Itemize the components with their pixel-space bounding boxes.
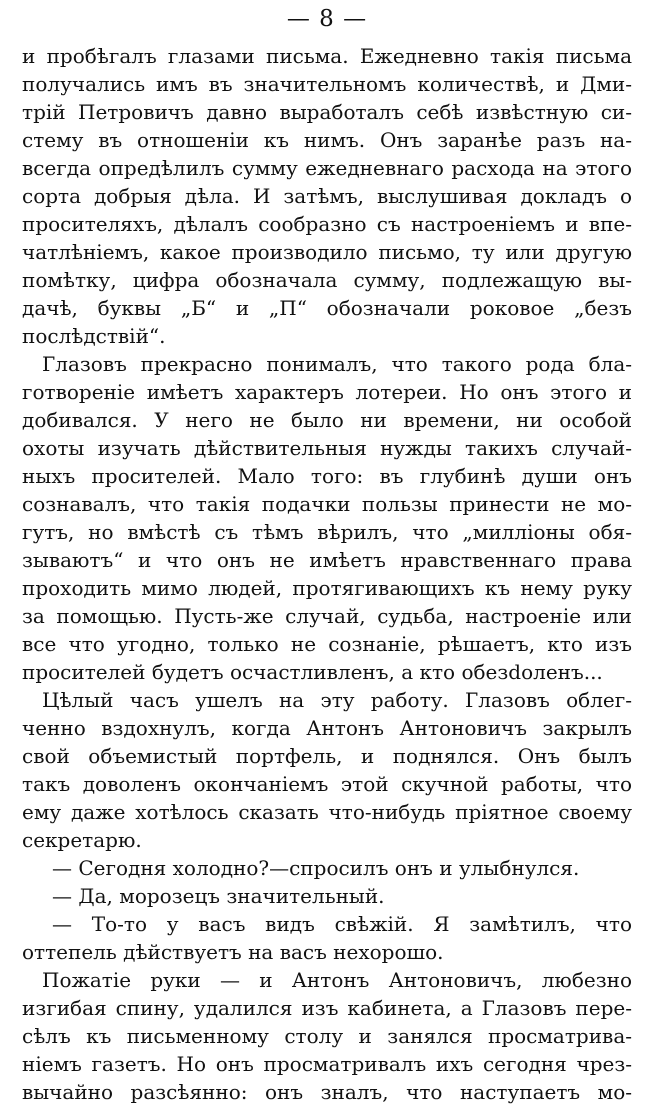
text-line: готвореніе имѣетъ характеръ лотереи. Но онъ этого и xyxy=(22,380,632,404)
text-line: изгибая спину, удалился изъ кабинета, а Глазовъ пере- xyxy=(22,996,632,1020)
paragraph-start-line: Глазовъ прекрасно понималъ, что такого рода бла- xyxy=(42,352,632,376)
text-line: сѣлъ къ письменному столу и занялся просматрива- xyxy=(22,1024,632,1048)
text-line: стему въ отношеніи къ нимъ. Онъ заранѣе разъ на- xyxy=(22,128,632,152)
text-line: просителей будетъ осчастливленъ, а кто обезdоленъ... xyxy=(22,660,603,684)
text-line: ніемъ газетъ. Но онъ просматривалъ ихъ сегодня чрез- xyxy=(22,1052,632,1076)
text-line: оттепель дѣйствуетъ на васъ нехорошо. xyxy=(22,940,444,964)
text-line: ныхъ просителей. Мало того: въ глубинѣ души онъ xyxy=(22,464,632,488)
text-line: трій Петровичъ давно выработалъ себѣ извѣстную си- xyxy=(22,100,632,124)
text-line: свой объемистый портфель, и поднялся. Онъ былъ xyxy=(22,744,632,768)
text-line: секретарю. xyxy=(22,828,142,852)
book-page xyxy=(22,0,632,1104)
text-line: за помощью. Пусть-же случай, судьба, настроеніе или xyxy=(22,604,632,628)
text-line: ему даже хотѣлось сказать что-нибудь пріятное своему xyxy=(22,800,632,824)
text-line: такъ доволенъ окончаніемъ этой скучной работы, что xyxy=(22,772,632,796)
paragraph-start-line: Пожатіе руки — и Антонъ Антоновичъ, любезно xyxy=(42,968,632,992)
text-line: помѣтку, цифра обозначала сумму, подлежащую вы- xyxy=(22,268,632,292)
paragraph-start-line: Цѣлый часъ ушелъ на эту работу. Глазовъ облег- xyxy=(42,688,632,712)
text-line: зываютъ“ и что онъ не имѣетъ нравственнаго права xyxy=(22,548,632,572)
dialogue-line: — Сегодня холодно?—спросилъ онъ и улыбнулся. xyxy=(52,856,580,880)
dialogue-line: — То-то у васъ видъ свѣжій. Я замѣтилъ, что xyxy=(52,912,632,936)
text-line: получались имъ въ значительномъ количествѣ, и Дми- xyxy=(22,72,632,96)
text-line: всегда опредѣлилъ сумму ежедневнаго расхода на этого xyxy=(22,156,632,180)
text-line: чатлѣніемъ, какое производило письмо, ту или другую xyxy=(22,240,632,264)
text-line: сознавалъ, что такія подачки пользы принести не мо- xyxy=(22,492,632,516)
text-line: послѣдствій“. xyxy=(22,324,166,348)
text-line: охоты изучать дѣйствительныя нужды такихъ случай- xyxy=(22,436,632,460)
text-line: и пробѣгалъ глазами письма. Ежедневно такія письма xyxy=(22,44,632,68)
page-number: — 8 — xyxy=(286,6,368,32)
text-line: просителяхъ, дѣлалъ сообразно съ настроеніемъ и впе- xyxy=(22,212,632,236)
dialogue-line: — Да, морозецъ значительный. xyxy=(52,884,385,908)
text-line: ченно вздохнулъ, когда Антонъ Антоновичъ закрылъ xyxy=(22,716,632,740)
text-line: добивался. У него не было ни времени, ни особой xyxy=(22,408,632,432)
text-line: вычайно разсѣянно: онъ зналъ, что наступаетъ мо- xyxy=(22,1080,632,1104)
text-line: сорта добрыя дѣла. И затѣмъ, выслушивая докладъ о xyxy=(22,184,632,208)
text-line: все что угодно, только не сознаніе, рѣшаетъ, кто изъ xyxy=(22,632,632,656)
text-line: гутъ, но вмѣстѣ съ тѣмъ вѣрилъ, что „милліоны обя- xyxy=(22,520,632,544)
text-line: проходить мимо людей, протягивающихъ къ нему руку xyxy=(22,576,632,600)
text-line: дачѣ, буквы „Б“ и „П“ обозначали роковое „безъ xyxy=(22,296,632,320)
